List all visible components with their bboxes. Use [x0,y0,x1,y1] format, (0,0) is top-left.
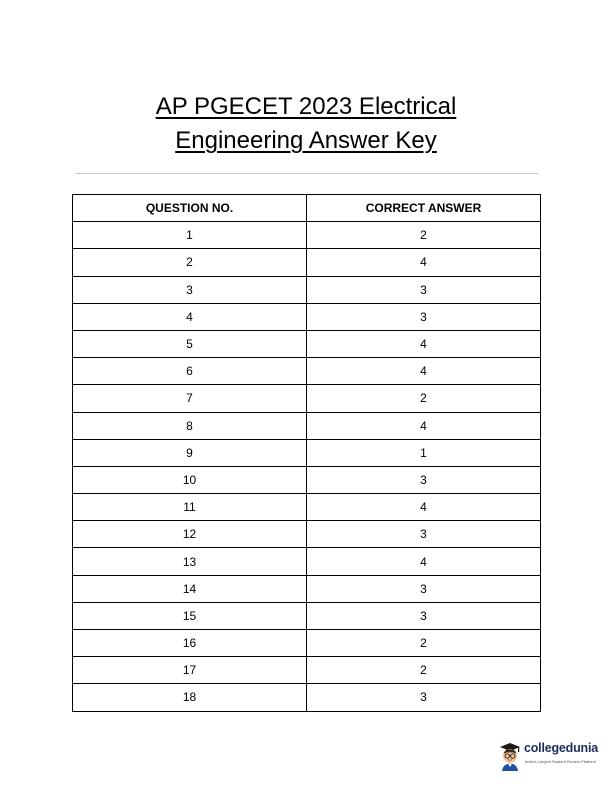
question-number-cell: 9 [73,439,307,466]
question-number-cell: 18 [73,684,307,711]
question-number-cell: 3 [73,276,307,303]
title-line-2: Engineering Answer Key [175,127,437,154]
collegedunia-logo [497,738,612,774]
table-header-row [73,195,541,222]
correct-answer-cell: 2 [307,222,541,249]
table-row [73,385,541,412]
question-number-cell: 2 [73,249,307,276]
correct-answer-cell: 3 [307,684,541,711]
table-row [73,276,541,303]
page-title [0,90,612,158]
table-row [73,602,541,629]
question-number-cell: 13 [73,548,307,575]
divider [75,173,538,174]
correct-answer-cell: 4 [307,330,541,357]
logo-wordmark: collegedunia [524,741,599,755]
correct-answer-cell: 3 [307,602,541,629]
correct-answer-cell: 3 [307,575,541,602]
correct-answer-cell: 4 [307,494,541,521]
correct-answer-cell: 4 [307,548,541,575]
question-number-cell: 15 [73,602,307,629]
answer-key-table [72,194,541,712]
table-body [73,222,541,711]
table-row [73,466,541,493]
question-number-cell: 8 [73,412,307,439]
table-row [73,439,541,466]
question-number-cell: 14 [73,575,307,602]
table-row [73,330,541,357]
question-number-cell: 11 [73,494,307,521]
logo-tagline: India's Largest Student Review Platform [525,759,597,764]
question-number-cell: 10 [73,466,307,493]
header-question-no: QUESTION NO. [73,195,307,222]
correct-answer-cell: 3 [307,521,541,548]
correct-answer-cell: 4 [307,249,541,276]
header-correct-answer: CORRECT ANSWER [307,195,541,222]
correct-answer-cell: 4 [307,358,541,385]
question-number-cell: 12 [73,521,307,548]
table-row [73,684,541,711]
question-number-cell: 17 [73,657,307,684]
table-row [73,412,541,439]
mascot-icon [497,740,523,772]
correct-answer-cell: 3 [307,466,541,493]
table-row [73,358,541,385]
correct-answer-cell: 3 [307,303,541,330]
correct-answer-cell: 1 [307,439,541,466]
table-row [73,630,541,657]
table-row [73,548,541,575]
table-row [73,222,541,249]
title-line-1: AP PGECET 2023 Electrical [155,93,457,120]
table-row [73,494,541,521]
question-number-cell: 16 [73,630,307,657]
correct-answer-cell: 2 [307,630,541,657]
table-row [73,249,541,276]
question-number-cell: 1 [73,222,307,249]
correct-answer-cell: 2 [307,385,541,412]
correct-answer-cell: 4 [307,412,541,439]
question-number-cell: 4 [73,303,307,330]
question-number-cell: 6 [73,358,307,385]
table-row [73,303,541,330]
table-row [73,575,541,602]
table-row [73,657,541,684]
question-number-cell: 5 [73,330,307,357]
correct-answer-cell: 2 [307,657,541,684]
question-number-cell: 7 [73,385,307,412]
table-row [73,521,541,548]
correct-answer-cell: 3 [307,276,541,303]
